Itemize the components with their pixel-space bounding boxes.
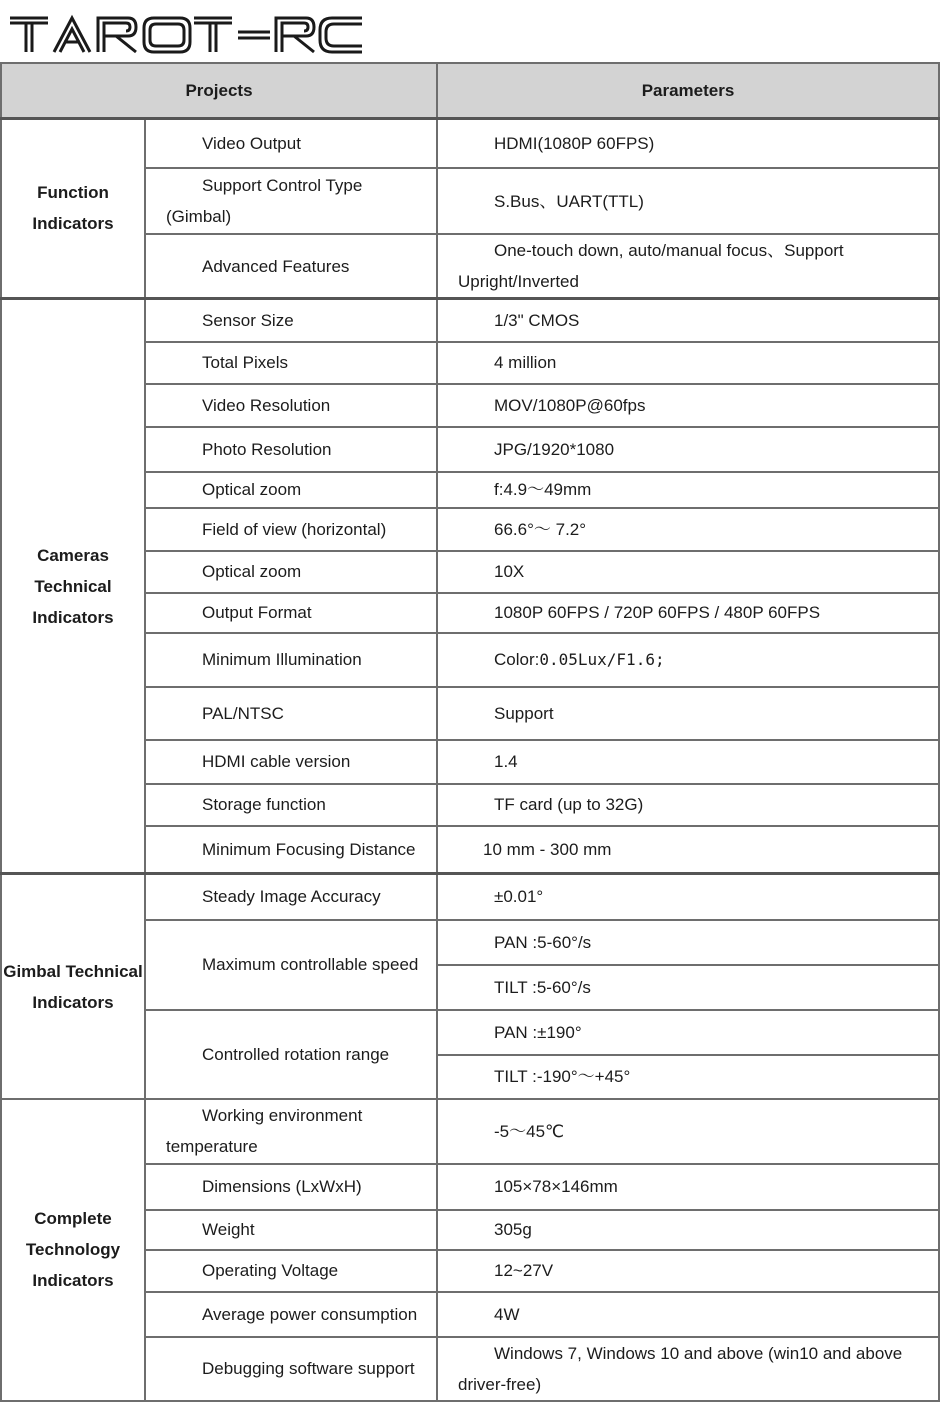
category-gimbal-technical-indicators: Gimbal Technical Indicators: [1, 874, 145, 1099]
tarot-rc-logo: [8, 10, 368, 56]
table-row: [1, 118, 939, 168]
value-cell: PAN :5-60°/s: [437, 920, 939, 965]
item-cell: Optical zoom: [145, 551, 437, 593]
value-cell: 10X: [437, 551, 939, 593]
value-cell: 10 mm - 300 mm: [437, 826, 939, 874]
table-row: [1, 299, 939, 342]
item-cell: Total Pixels: [145, 342, 437, 384]
logo-letter-o: [144, 18, 190, 52]
item-cell: Output Format: [145, 593, 437, 633]
logo-letter-r2: [276, 18, 314, 52]
item-cell: Weight: [145, 1210, 437, 1250]
value-cell: MOV/1080P@60fps: [437, 384, 939, 427]
item-cell: Sensor Size: [145, 299, 437, 342]
value-cell: 1/3" CMOS: [437, 299, 939, 342]
value-cell: TF card (up to 32G): [437, 784, 939, 826]
item-cell: Average power consumption: [145, 1292, 437, 1337]
value-cell: 4 million: [437, 342, 939, 384]
item-cell: Video Resolution: [145, 384, 437, 427]
spec-table: [0, 62, 940, 1402]
value-cell: -5～45℃: [437, 1099, 939, 1164]
item-cell: Advanced Features: [145, 234, 437, 299]
value-cell: TILT :5-60°/s: [437, 965, 939, 1010]
table-row: [1, 1099, 939, 1164]
value-cell: [437, 633, 939, 687]
value-cell: Windows 7, Windows 10 and above (win10 and above driver-free): [437, 1337, 939, 1401]
value-cell: 66.6°～ 7.2°: [437, 508, 939, 551]
item-cell: Photo Resolution: [145, 427, 437, 472]
header-parameters: Parameters: [437, 63, 939, 118]
value-cell: 1080P 60FPS / 720P 60FPS / 480P 60FPS: [437, 593, 939, 633]
item-cell: Dimensions (LxWxH): [145, 1164, 437, 1210]
item-cell: Field of view (horizontal): [145, 508, 437, 551]
category-cameras-technical-indicators: Cameras Technical Indicators: [1, 299, 145, 874]
value-cell: JPG/1920*1080: [437, 427, 939, 472]
value-cell: S.Bus、UART(TTL): [437, 168, 939, 234]
logo-letter-t2: [194, 18, 232, 52]
logo-graphic: [8, 10, 368, 56]
item-cell: Operating Voltage: [145, 1250, 437, 1292]
value-cell: 305g: [437, 1210, 939, 1250]
value-cell: PAN :±190°: [437, 1010, 939, 1055]
item-cell: PAL/NTSC: [145, 687, 437, 740]
item-cell: Minimum Illumination: [145, 633, 437, 687]
value-cell: Support: [437, 687, 939, 740]
value-cell: 105×78×146mm: [437, 1164, 939, 1210]
logo-letter-a: [54, 18, 90, 52]
category-complete-technology-indicators: Complete Technology Indicators: [1, 1099, 145, 1401]
value-cell: One-touch down, auto/manual focus、Support Upright/Inverted: [437, 234, 939, 299]
item-cell: Support Control Type (Gimbal): [145, 168, 437, 234]
item-cell: Maximum controllable speed: [145, 920, 437, 1010]
item-cell: Steady Image Accuracy: [145, 874, 437, 920]
item-cell: Video Output: [145, 118, 437, 168]
value-prefix: Color:: [494, 650, 540, 670]
logo-letter-t1: [10, 18, 48, 52]
item-cell: HDMI cable version: [145, 740, 437, 784]
header-row: [1, 63, 939, 118]
item-cell: Working environment temperature: [145, 1099, 437, 1164]
item-cell: Controlled rotation range: [145, 1010, 437, 1099]
header-projects: Projects: [1, 63, 437, 118]
logo-letter-c: [320, 18, 362, 52]
item-cell: Optical zoom: [145, 472, 437, 508]
value-cell: 12~27V: [437, 1250, 939, 1292]
value-cell: 4W: [437, 1292, 939, 1337]
value-cell: 1.4: [437, 740, 939, 784]
value-cell: ±0.01°: [437, 874, 939, 920]
logo-letter-r1: [98, 18, 136, 52]
item-cell: Storage function: [145, 784, 437, 826]
item-cell: Debugging software support: [145, 1337, 437, 1401]
value-cell: TILT :-190°～+45°: [437, 1055, 939, 1099]
value-cell: f:4.9～49mm: [437, 472, 939, 508]
value-cell: HDMI(1080P 60FPS): [437, 118, 939, 168]
item-cell: Minimum Focusing Distance: [145, 826, 437, 874]
table-row: [1, 874, 939, 920]
value-illumination: 0.05Lux/F1.6;: [539, 650, 665, 670]
category-function-indicators: Function Indicators: [1, 118, 145, 299]
logo-dash: [238, 32, 270, 38]
